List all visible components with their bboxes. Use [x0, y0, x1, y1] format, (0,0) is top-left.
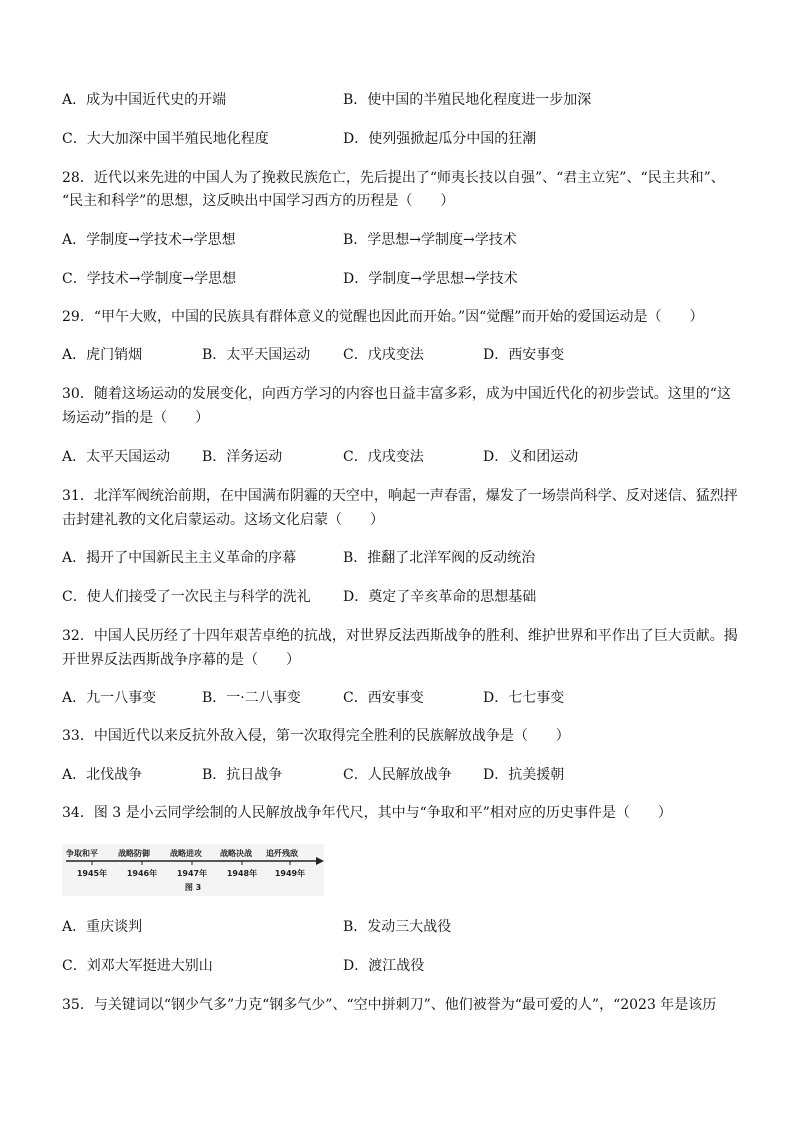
- q32-option-a: A．九一八事变: [62, 690, 157, 706]
- q27-option-b: B．使中国的半殖民地化程度进一步加深: [343, 92, 592, 108]
- timeline-year-3: 1947年: [176, 869, 208, 878]
- q29-option-c: C．戊戌变法: [343, 347, 424, 363]
- timeline-stage-3: 战略进攻: [170, 849, 202, 858]
- q33-option-a: A．北伐战争: [62, 767, 143, 783]
- q32-stem-line1: 32．中国人民历经了十四年艰苦卓绝的抗战，对世界反法西斯战争的胜利、维护世界和平作出了巨大贡献。揭: [62, 628, 738, 644]
- q28-stem-line2: “民主和科学”的思想，这反映出中国学习西方的历程是（ ）: [62, 193, 455, 209]
- q34-stem-line1: 34．图 3 是小云同学绘制的人民解放战争年代尺，其中与“争取和平”相对应的历史事件是（ ）: [62, 805, 672, 821]
- q30-option-b: B．洋务运动: [202, 449, 283, 465]
- q28-option-b: B．学思想→学制度→学技术: [343, 232, 517, 248]
- q28-option-c: C．学技术→学制度→学思想: [62, 271, 237, 287]
- timeline-stage-2: 战略防御: [118, 849, 150, 858]
- q34-option-b: B．发动三大战役: [343, 919, 452, 935]
- q27-option-c: C．大大加深中国半殖民地化程度: [62, 131, 269, 147]
- q30-stem-line2: 场运动”指的是（ ）: [62, 410, 210, 426]
- q34-option-a: A．重庆谈判: [62, 919, 143, 935]
- q31-option-b: B．推翻了北洋军阀的反动统治: [343, 550, 536, 566]
- timeline-year-5: 1949年: [274, 869, 306, 878]
- q29-stem-line1: 29．“甲午大败，中国的民族具有群体意义的觉醒也因此而开始。”因“觉醒”而开始的爱国运动是（ ）: [62, 309, 704, 325]
- q34-option-c: C．刘邓大军挺进大别山: [62, 958, 213, 974]
- q29-option-d: D．西安事变: [483, 347, 565, 363]
- q33-option-d: D．抗美援朝: [483, 767, 565, 783]
- q27-option-d: D．使列强掀起瓜分中国的狂潮: [343, 131, 537, 147]
- q33-option-c: C．人民解放战争: [343, 767, 452, 783]
- timeline-svg: [62, 844, 324, 896]
- q34-option-d: D．渡江战役: [343, 958, 425, 974]
- q33-option-b: B．抗日战争: [202, 767, 283, 783]
- timeline-stage-5: 追歼残敌: [266, 849, 298, 858]
- q32-option-c: C．西安事变: [343, 690, 424, 706]
- q33-stem-line1: 33．中国近代以来反抗外敌入侵，第一次取得完全胜利的民族解放战争是（ ）: [62, 728, 570, 744]
- timeline-figure: [62, 844, 324, 896]
- timeline-caption: 图 3: [184, 883, 202, 892]
- q31-option-a: A．揭开了中国新民主主义革命的序幕: [62, 550, 297, 566]
- timeline-year-4: 1948年: [226, 869, 258, 878]
- q31-option-c: C．使人们接受了一次民主与科学的洗礼: [62, 589, 311, 605]
- q31-stem-line1: 31．北洋军阀统治前期，在中国满布阴霾的天空中，响起一声春雷，爆发了一场崇尚科学、反对迷信、猛烈抨: [62, 488, 738, 504]
- q31-stem-line2: 击封建礼教的文化启蒙运动。这场文化启蒙（ ）: [62, 512, 384, 528]
- q28-option-a: A．学制度→学技术→学思想: [62, 232, 236, 248]
- q29-option-b: B．太平天国运动: [202, 347, 311, 363]
- q30-stem-line1: 30．随着这场运动的发展变化，向西方学习的内容也日益丰富多彩，成为中国近代化的初步尝试。这里的“这: [62, 386, 731, 402]
- timeline-year-1: 1945年: [76, 869, 108, 878]
- q29-option-a: A．虎门销烟: [62, 347, 143, 363]
- q28-option-d: D．学制度→学思想→学技术: [343, 271, 518, 287]
- timeline-stage-4: 战略决战: [220, 849, 252, 858]
- q30-option-a: A．太平天国运动: [62, 449, 171, 465]
- q30-option-d: D．义和团运动: [483, 449, 579, 465]
- timeline-stage-1: 争取和平: [66, 849, 98, 858]
- q28-stem-line1: 28．近代以来先进的中国人为了挽救民族危亡，先后提出了“师夷长技以自强”、“君主立宪”、“民主共和”、: [62, 170, 725, 186]
- q32-stem-line2: 开世界反法西斯战争序幕的是（ ）: [62, 652, 300, 668]
- q31-option-d: D．奠定了辛亥革命的思想基础: [343, 589, 537, 605]
- q32-option-b: B．一·二八事变: [202, 690, 301, 706]
- q32-option-d: D．七七事变: [483, 690, 565, 706]
- q35-stem-line1: 35．与关键词以“钢少气多”力克“钢多气少”、“空中拼刺刀”、他们被誉为“最可爱的人”，“2023 年是该历: [62, 997, 717, 1013]
- q30-option-c: C．戊戌变法: [343, 449, 424, 465]
- q27-option-a: A．成为中国近代史的开端: [62, 92, 227, 108]
- timeline-year-2: 1946年: [126, 869, 158, 878]
